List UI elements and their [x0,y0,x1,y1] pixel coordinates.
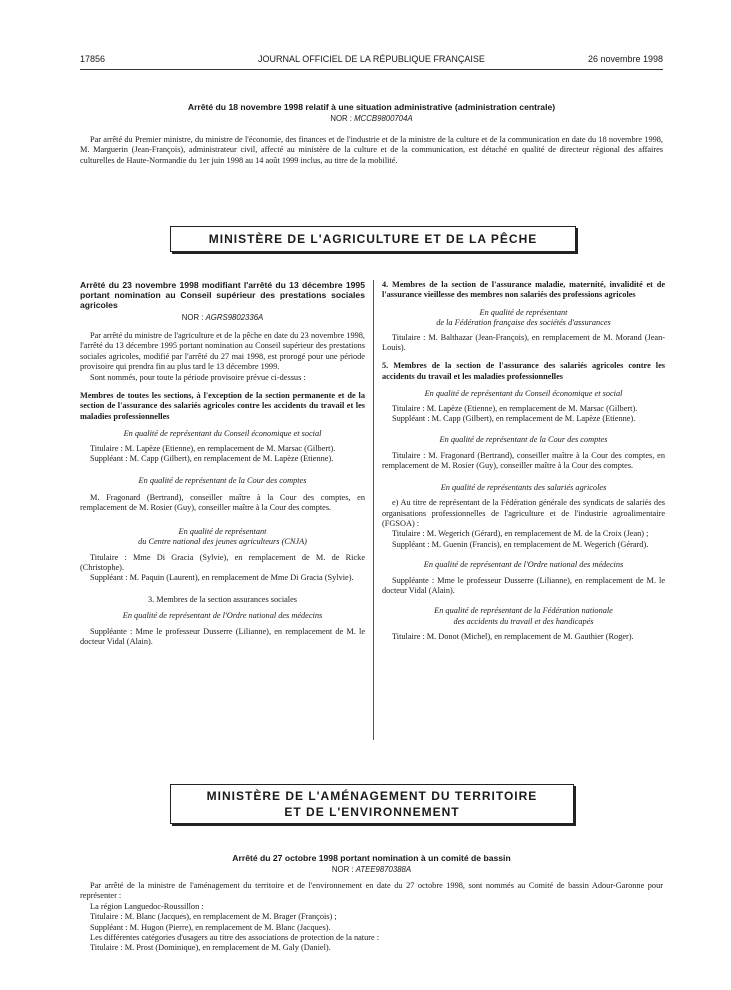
qualite-fnath-line2: des accidents du travail et des handicapés [453,616,594,626]
ministry-agriculture-title: MINISTÈRE DE L'AGRICULTURE ET DE LA PÊCHE [208,232,538,246]
right-column [382,280,665,643]
section-5-heading: 5. Membres de la section de l'assurance des salariés agricoles contre les accidents du travail et les maladies professionnelles [382,361,665,381]
entry-titulaire-lapeze: Titulaire : M. Lapèze (Etienne), en remplacement de M. Marsac (Gilbert). [90,443,336,453]
decree-1 [80,102,663,166]
qualite-salaries-agricoles: En qualité de représentants des salariés agricoles [440,482,607,492]
entry-fragonard-right: Titulaire : M. Fragonard (Bertrand), conseiller maître à la Cour des comptes, en remplacement de M. Rosier (Guy), conseiller maître à la Cour des comptes. [382,450,665,471]
decree-3 [80,853,663,954]
decree-3-usagers: Les différentes catégories d'usagers au titre des associations de protection de la nature : [90,933,380,943]
entry-titulaire-digracia: Titulaire : Mme Di Gracia (Sylvie), en remplacement de M. de Ricke (Christophe). [80,552,365,572]
issue-date: 26 novembre 1998 [587,54,663,64]
page-header [80,54,663,68]
decree-2-intro: Par arrêté du ministre de l'agriculture et de la pêche en date du 23 novembre 1998, l'arrêté du 13 décembre 1995 portant nomination au Conseil supérieur des prestations sociales agricoles, modifié par l'arrêté du 27 mai 1998, est prorogé pour une période provisoire qui prendra fin au plus tard le 13 décembre 1999. [80,331,365,372]
entry-donot: Titulaire : M. Donot (Michel), en remplacement de M. Gauthier (Roger). [392,632,634,642]
decree-2-period: Sont nommés, pour toute la période provisoire prévue ci-dessus : [90,372,306,382]
decree-3-suppleant-hugon: Suppléant : M. Hugon (Pierre), en remplacement de M. Blanc (Jacques). [90,922,331,932]
qualite-ffsa-line1: En qualité de représentant [479,307,568,317]
entry-titulaire-wegerich: Titulaire : M. Wegerich (Gérard), en remplacement de M. de la Croix (Jean) ; [392,529,649,539]
section-all-members: Membres de toutes les sections, à l'exception de la section permanente et de la section de l'assurance des salariés agricoles contre les accidents du travail et les maladies professionnelles [80,391,365,421]
qualite-cnja-line2: du Centre national des jeunes agriculteurs (CNJA) [138,537,307,547]
entry-suppleant-guenin: Suppléant : M. Guenin (Francis), en remplacement de M. Wegerich (Gérard). [392,539,649,549]
decree-3-titulaire-blanc: Titulaire : M. Blanc (Jacques), en remplacement de M. Brager (François) ; [90,912,337,922]
section-3-heading: 3. Membres de la section assurances sociales [147,594,298,604]
qualite-ordre-medecins: En qualité de représentant de l'Ordre national des médecins [122,611,323,621]
ministry-territoire-box [170,784,574,824]
column-divider [373,280,374,740]
qualite-ces: En qualité de représentant du Conseil économique et social [123,429,322,439]
page-number: 17856 [80,54,106,64]
entry-suppleant-capp-right: Suppléant : M. Capp (Gilbert), en remplacement de M. Lapèze (Etienne). [392,414,636,424]
qualite-cour-comptes-right: En qualité de représentant de la Cour des comptes [439,435,608,445]
entry-suppleant-capp: Suppléant : M. Capp (Gilbert), en remplacement de M. Lapèze (Etienne). [90,454,334,464]
decree-1-nor: NOR : MCCB9800704A [330,114,413,123]
qualite-ffsa-line2: de la Fédération française des sociétés d'assurances [436,318,611,328]
qualite-cour-comptes: En qualité de représentant de la Cour des comptes [138,476,307,486]
qualite-fnath-line1: En qualité de représentant de la Fédération nationale [434,606,613,616]
header-rule [80,69,663,70]
decree-3-region: La région Languedoc-Roussillon : [90,901,204,911]
qualite-ces-right: En qualité de représentant du Conseil économique et social [424,389,623,399]
decree-2-title: Arrêté du 23 novembre 1998 modifiant l'arrêté du 13 décembre 1995 portant nomination au Conseil supérieur des prestations sociales agricoles [80,280,365,310]
ministry-territoire-line1: MINISTÈRE DE L'AMÉNAGEMENT DU TERRITOIRE [206,789,538,803]
decree-1-title: Arrêté du 18 novembre 1998 relatif à une situation administrative (administration centrale) [187,102,556,112]
decree-2-nor: NOR : AGRS9802336A [181,313,264,322]
ministry-agriculture-box [170,226,576,252]
journal-title: JOURNAL OFFICIEL DE LA RÉPUBLIQUE FRANÇAISE [258,54,485,64]
entry-fgsoa: e) Au titre de représentant de la Fédération générale des syndicats de salariés des organisations professionnelles de l'agriculture et de l'industrie agroalimentaire (FGSOA) : [382,498,665,528]
section-4-heading: 4. Membres de la section de l'assurance maladie, maternité, invalidité et de l'assurance vieillesse des membres non salariés des professions agricoles [382,280,665,300]
entry-fragonard: M. Fragonard (Bertrand), conseiller maître à la Cour des comptes, en remplacement de M. Rosier (Guy), conseiller maître à la Cour des comptes. [80,492,365,513]
entry-balthazar: Titulaire : M. Balthazar (Jean-François), en remplacement de M. Morand (Jean-Louis). [382,332,665,353]
entry-titulaire-lapeze-right: Titulaire : M. Lapèze (Etienne), en remplacement de M. Marsac (Gilbert). [392,403,638,413]
decree-1-body: Par arrêté du Premier ministre, du ministre de l'économie, des finances et de l'industrie et de la ministre de la culture et de la communication en date du 18 novembre 1998, M. Marguerin (Jean-François), administrateur civil, affecté au ministère de la culture et de la communication, est détaché en qualité de directeur régional des affaires culturelles de Haute-Normandie du 1er juin 1998 au 14 août 1999 inclus, au titre de la mobilité. [80,135,663,165]
ministry-territoire-line2: ET DE L'ENVIRONNEMENT [284,805,460,819]
decree-3-intro: Par arrêté de la ministre de l'aménagement du territoire et de l'environnement en date du 27 octobre 1998, sont nommés au Comité de bassin Adour-Garonne pour représenter : [80,881,663,901]
entry-suppleante-dusserre: Suppléante : Mme le professeur Dusserre (Lilianne), en remplacement de M. le docteur Vidal (Alain). [80,626,365,646]
qualite-cnja-line1: En qualité de représentant [178,526,267,536]
qualite-ordre-medecins-right: En qualité de représentant de l'Ordre national des médecins [423,560,624,570]
decree-3-titulaire-prost: Titulaire : M. Prost (Dominique), en remplacement de M. Galy (Daniel). [90,943,331,953]
decree-3-title: Arrêté du 27 octobre 1998 portant nomination à un comité de bassin [232,853,511,863]
entry-dusserre-right: Suppléante : Mme le professeur Dusserre (Lilianne), en remplacement de M. le docteur Vidal (Alain). [382,575,665,595]
decree-3-nor: NOR : ATEE9870388A [331,865,412,874]
entry-suppleant-paquin: Suppléant : M. Paquin (Laurent), en remplacement de Mme Di Gracia (Sylvie). [90,573,354,583]
left-column [80,280,365,647]
